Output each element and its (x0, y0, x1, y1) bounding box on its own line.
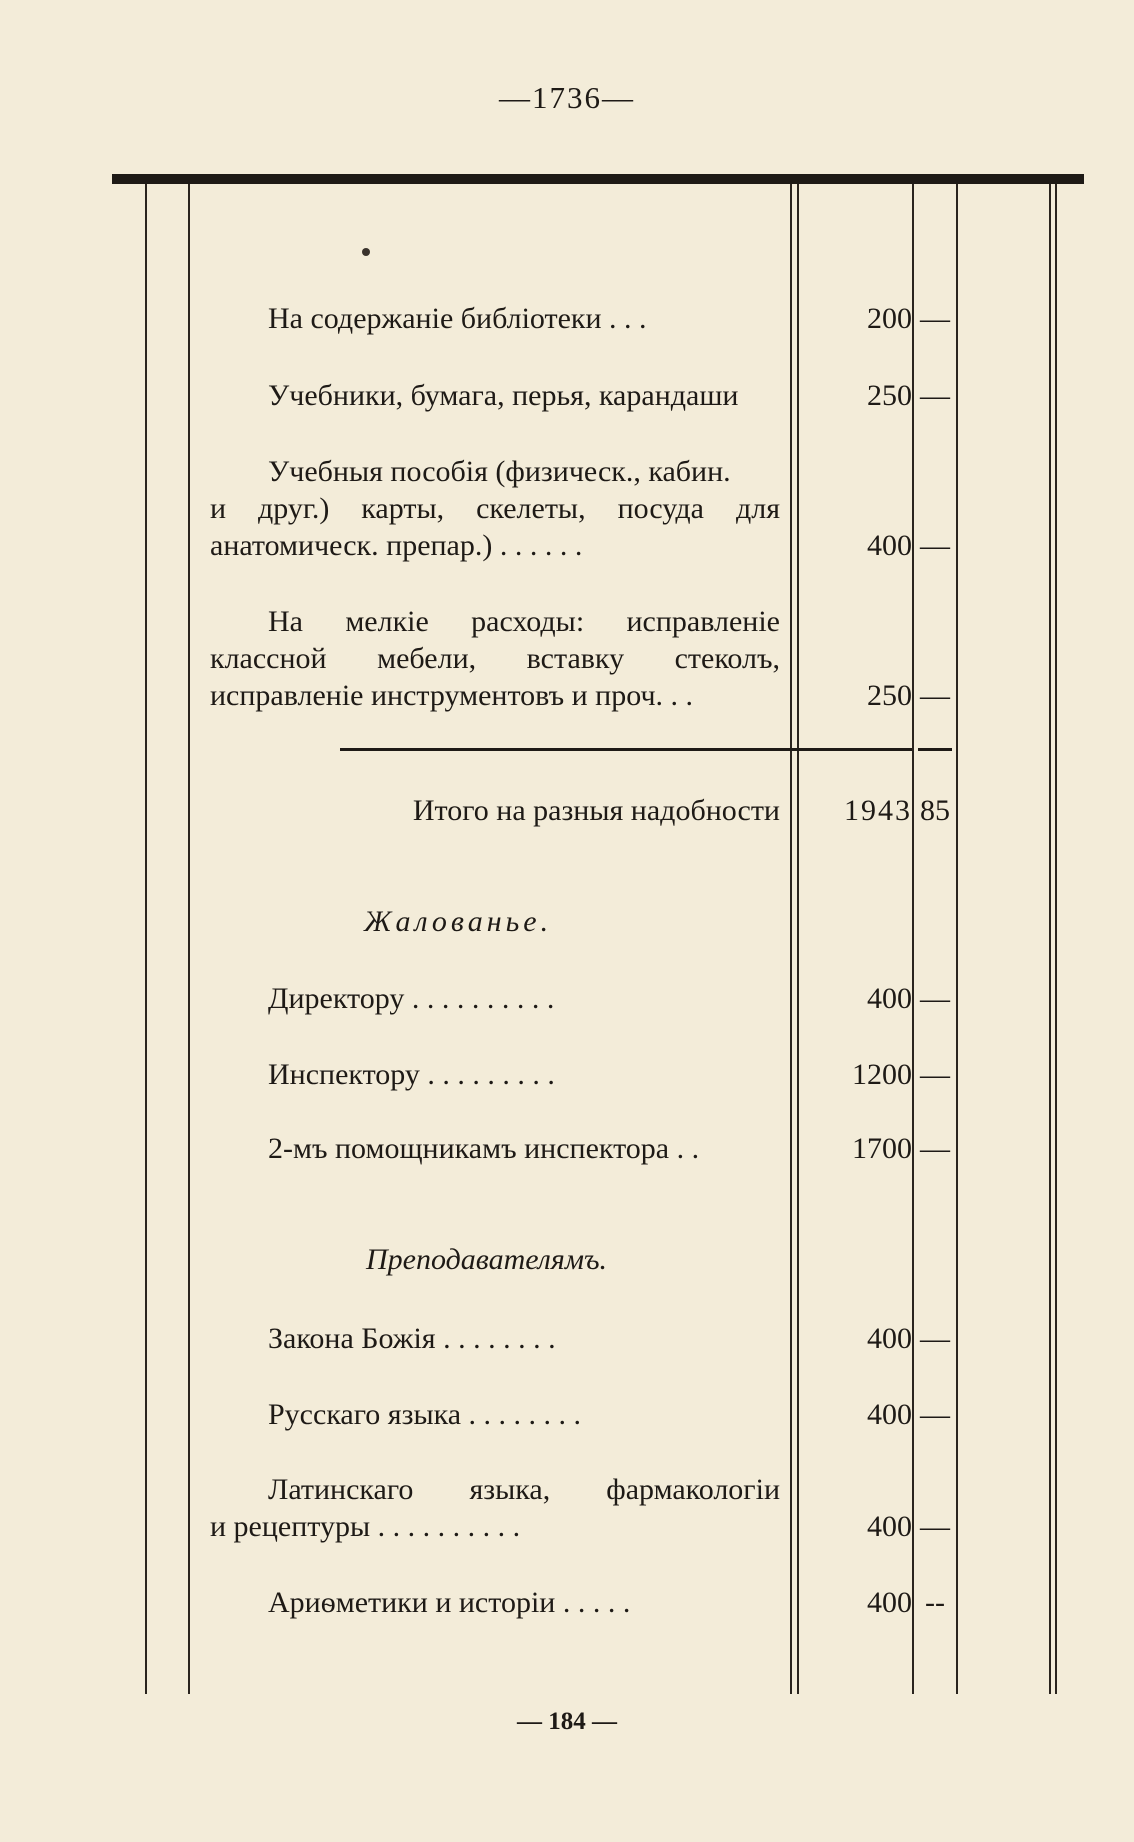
amount-kop: — (920, 679, 950, 712)
amount-rub: 400 (867, 1510, 912, 1543)
entry-text: 2-мъ помощникамъ инспектора . . (268, 1132, 700, 1165)
amount-rub: 400 (867, 529, 912, 562)
amount-kop: — (920, 1398, 950, 1431)
column-rule (797, 184, 799, 1694)
teacher-item (210, 1320, 780, 1357)
entry-teaching-aids (210, 453, 780, 564)
entry-text: анатомическ. препар.) . . . . . . (210, 529, 583, 562)
amount-rub: 1700 (852, 1132, 912, 1165)
teacher-item (210, 1584, 780, 1621)
teacher-item (210, 1471, 780, 1545)
page-footer: — 184 — (517, 1708, 617, 1735)
entry-text: исправленіе инструментовъ и проч. . . (210, 679, 694, 712)
entry-library (210, 300, 780, 337)
salary-item (210, 1056, 780, 1093)
entry-small-expenses (210, 603, 780, 714)
column-rule (1055, 184, 1057, 1694)
amount-kop: — (920, 302, 950, 335)
amount-rub: 400 (867, 1322, 912, 1355)
amount-kop: — (920, 1058, 950, 1091)
total-kop: 85 (920, 794, 950, 827)
ink-dot (362, 248, 370, 256)
entry-text: Закона Божія . . . . . . . . (268, 1322, 556, 1355)
entry-text: Учебныя пособія (физическ., кабин. (268, 455, 731, 488)
entry-textbooks (210, 377, 780, 414)
amount-rub: 400 (867, 1398, 912, 1431)
amount-kop: — (920, 1510, 950, 1543)
salary-item (210, 1130, 780, 1167)
amount-kop: — (920, 1132, 950, 1165)
column-rule (1049, 184, 1051, 1694)
amount-rub: 250 (867, 679, 912, 712)
column-rule (145, 184, 147, 1694)
entry-text: Учебники, бумага, перья, карандаши (268, 379, 739, 412)
section-title-teachers: Преподавателямъ. (366, 1243, 608, 1276)
amount-kop: — (920, 982, 950, 1015)
column-rule (912, 184, 914, 1694)
entry-text: На мелкіе расходы: исправленіе (268, 605, 780, 638)
entry-text: Инспектору . . . . . . . . . (268, 1058, 555, 1091)
entry-text: Директору . . . . . . . . . . (268, 982, 555, 1015)
amount-kop: — (920, 529, 950, 562)
amount-rub: 1200 (852, 1058, 912, 1091)
entry-text: классной мебели, вставку стеколъ, (210, 642, 780, 675)
amount-rub: 250 (867, 379, 912, 412)
entry-text: На содержаніе библіотеки . . . (268, 302, 647, 335)
top-rule (112, 174, 1084, 184)
amount-rub: 400 (867, 1586, 912, 1619)
entry-text: и друг.) карты, скелеты, посуда для (210, 492, 780, 525)
entry-text: и рецептуры . . . . . . . . . . (210, 1510, 521, 1543)
amount-kop: — (920, 1322, 950, 1355)
page-header: —1736— (499, 80, 635, 115)
amount-kop: -- (925, 1586, 945, 1619)
entry-text: Латинскаго языка, фармакологіи (268, 1473, 780, 1506)
total-rub: 1943 (844, 794, 912, 827)
column-rule (188, 184, 190, 1694)
section-title-salary: Жалованье. (364, 905, 553, 938)
entry-text: Ариѳметики и исторіи . . . . . (268, 1586, 631, 1619)
salary-item (210, 980, 780, 1017)
amount-rub: 200 (867, 302, 912, 335)
amount-rub: 400 (867, 982, 912, 1015)
total-label (210, 792, 780, 829)
column-rule (790, 184, 792, 1694)
total-text: Итого на разныя надобности (412, 794, 780, 827)
entry-text: Русскаго языка . . . . . . . . (268, 1398, 582, 1431)
teacher-item (210, 1396, 780, 1433)
sum-rule (918, 748, 952, 751)
column-rule (956, 184, 958, 1694)
amount-kop: — (920, 379, 950, 412)
sum-rule (340, 748, 912, 751)
